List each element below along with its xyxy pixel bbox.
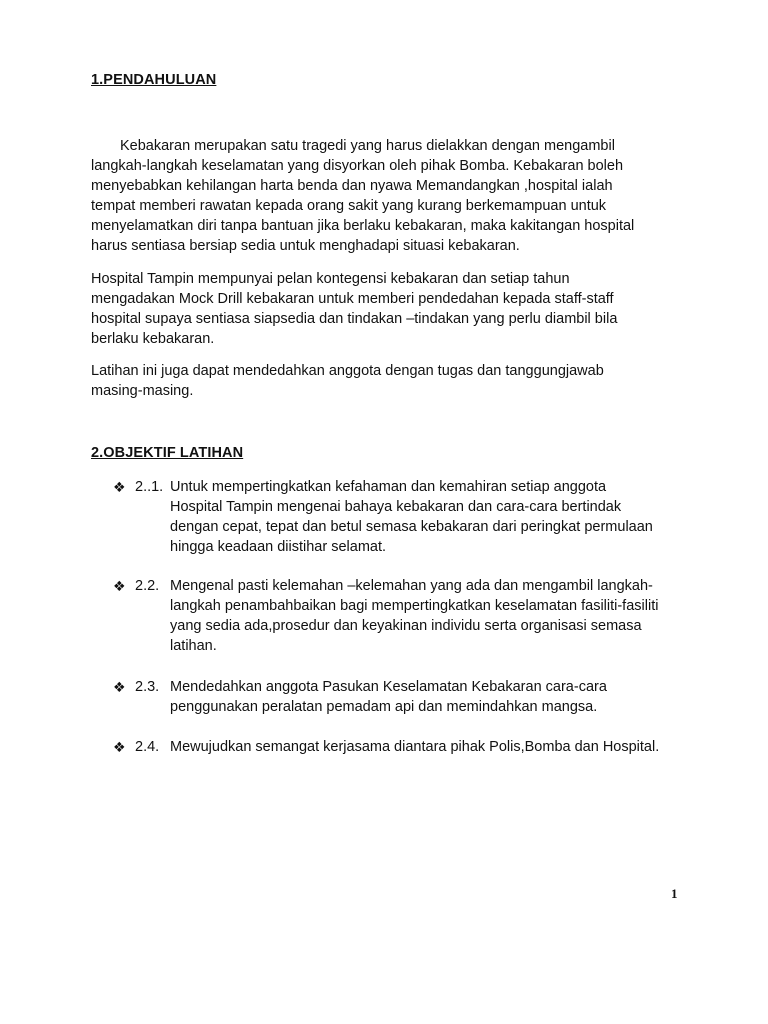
paragraph-line: langkah-langkah keselamatan yang disyorkan oleh pihak Bomba. Kebakaran boleh <box>91 158 624 174</box>
paragraph-line: menyelamatkan diri tanpa bantuan jika berlaku kebakaran, maka kakitangan hospital <box>91 218 635 234</box>
objective-line: yang sedia ada,prosedur dan keyakinan individu serta organisasi semasa <box>170 618 642 634</box>
objective-text <box>170 737 710 757</box>
objective-number: 2.3. <box>135 679 160 695</box>
objective-text <box>170 576 710 656</box>
objective-line: Mewujudkan semangat kerjasama diantara pihak Polis,Bomba dan Hospital. <box>170 739 660 755</box>
paragraph-intro <box>91 136 691 256</box>
paragraph-line: menyebabkan kehilangan harta benda dan nyawa Memandangkan ,hospital ialah <box>91 178 613 194</box>
objective-number: 2..1. <box>135 479 164 495</box>
section-heading-objektif-latihan: 2.OBJEKTIF LATIHAN <box>91 445 244 461</box>
objective-line: Hospital Tampin mengenai bahaya kebakaran dan cara-cara bertindak <box>170 499 622 515</box>
paragraph-hospital-tampin <box>91 269 691 349</box>
objective-line: Untuk mempertingkatkan kefahaman dan kemahiran setiap anggota <box>170 479 607 495</box>
objective-text <box>170 677 710 717</box>
objective-number: 2.2. <box>135 578 160 594</box>
diamond-bullet-icon: ❖ <box>113 479 126 495</box>
objective-line: hingga keadaan diistihar selamat. <box>170 539 387 555</box>
paragraph-line: Hospital Tampin mempunyai pelan kontegensi kebakaran dan setiap tahun <box>91 271 570 287</box>
objective-line: dengan cepat, tepat dan betul semasa kebakaran dari peringkat permulaan <box>170 519 653 535</box>
objective-text <box>170 477 710 557</box>
paragraph-line: berlaku kebakaran. <box>91 331 215 347</box>
objective-line: latihan. <box>170 638 217 654</box>
objective-line: penggunakan peralatan pemadam api dan memindahkan mangsa. <box>170 699 598 715</box>
paragraph-line: mengadakan Mock Drill kebakaran untuk memberi pendedahan kepada staff-staff <box>91 291 614 307</box>
paragraph-line: masing-masing. <box>91 383 194 399</box>
paragraph-latihan <box>91 361 691 401</box>
section-heading-pendahuluan: 1.PENDAHULUAN <box>91 72 217 88</box>
paragraph-line: Kebakaran merupakan satu tragedi yang harus dielakkan dengan mengambil <box>120 138 615 154</box>
diamond-bullet-icon: ❖ <box>113 739 126 755</box>
paragraph-line: Latihan ini juga dapat mendedahkan anggota dengan tugas dan tanggungjawab <box>91 363 604 379</box>
page-number: 1 <box>671 886 678 901</box>
objective-line: langkah penambahbaikan bagi mempertingkatkan keselamatan fasiliti-fasiliti <box>170 598 659 614</box>
objective-line: Mendedahkan anggota Pasukan Keselamatan Kebakaran cara-cara <box>170 679 607 695</box>
diamond-bullet-icon: ❖ <box>113 578 126 594</box>
objective-line: Mengenal pasti kelemahan –kelemahan yang ada dan mengambil langkah- <box>170 578 653 594</box>
paragraph-line: tempat memberi rawatan kepada orang sakit yang kurang berkemampuan untuk <box>91 198 607 214</box>
paragraph-line: harus sentiasa bersiap sedia untuk menghadapi situasi kebakaran. <box>91 238 520 254</box>
objective-number: 2.4. <box>135 739 160 755</box>
paragraph-line: hospital supaya sentiasa siapsedia dan tindakan –tindakan yang perlu diambil bila <box>91 311 618 327</box>
diamond-bullet-icon: ❖ <box>113 679 126 695</box>
